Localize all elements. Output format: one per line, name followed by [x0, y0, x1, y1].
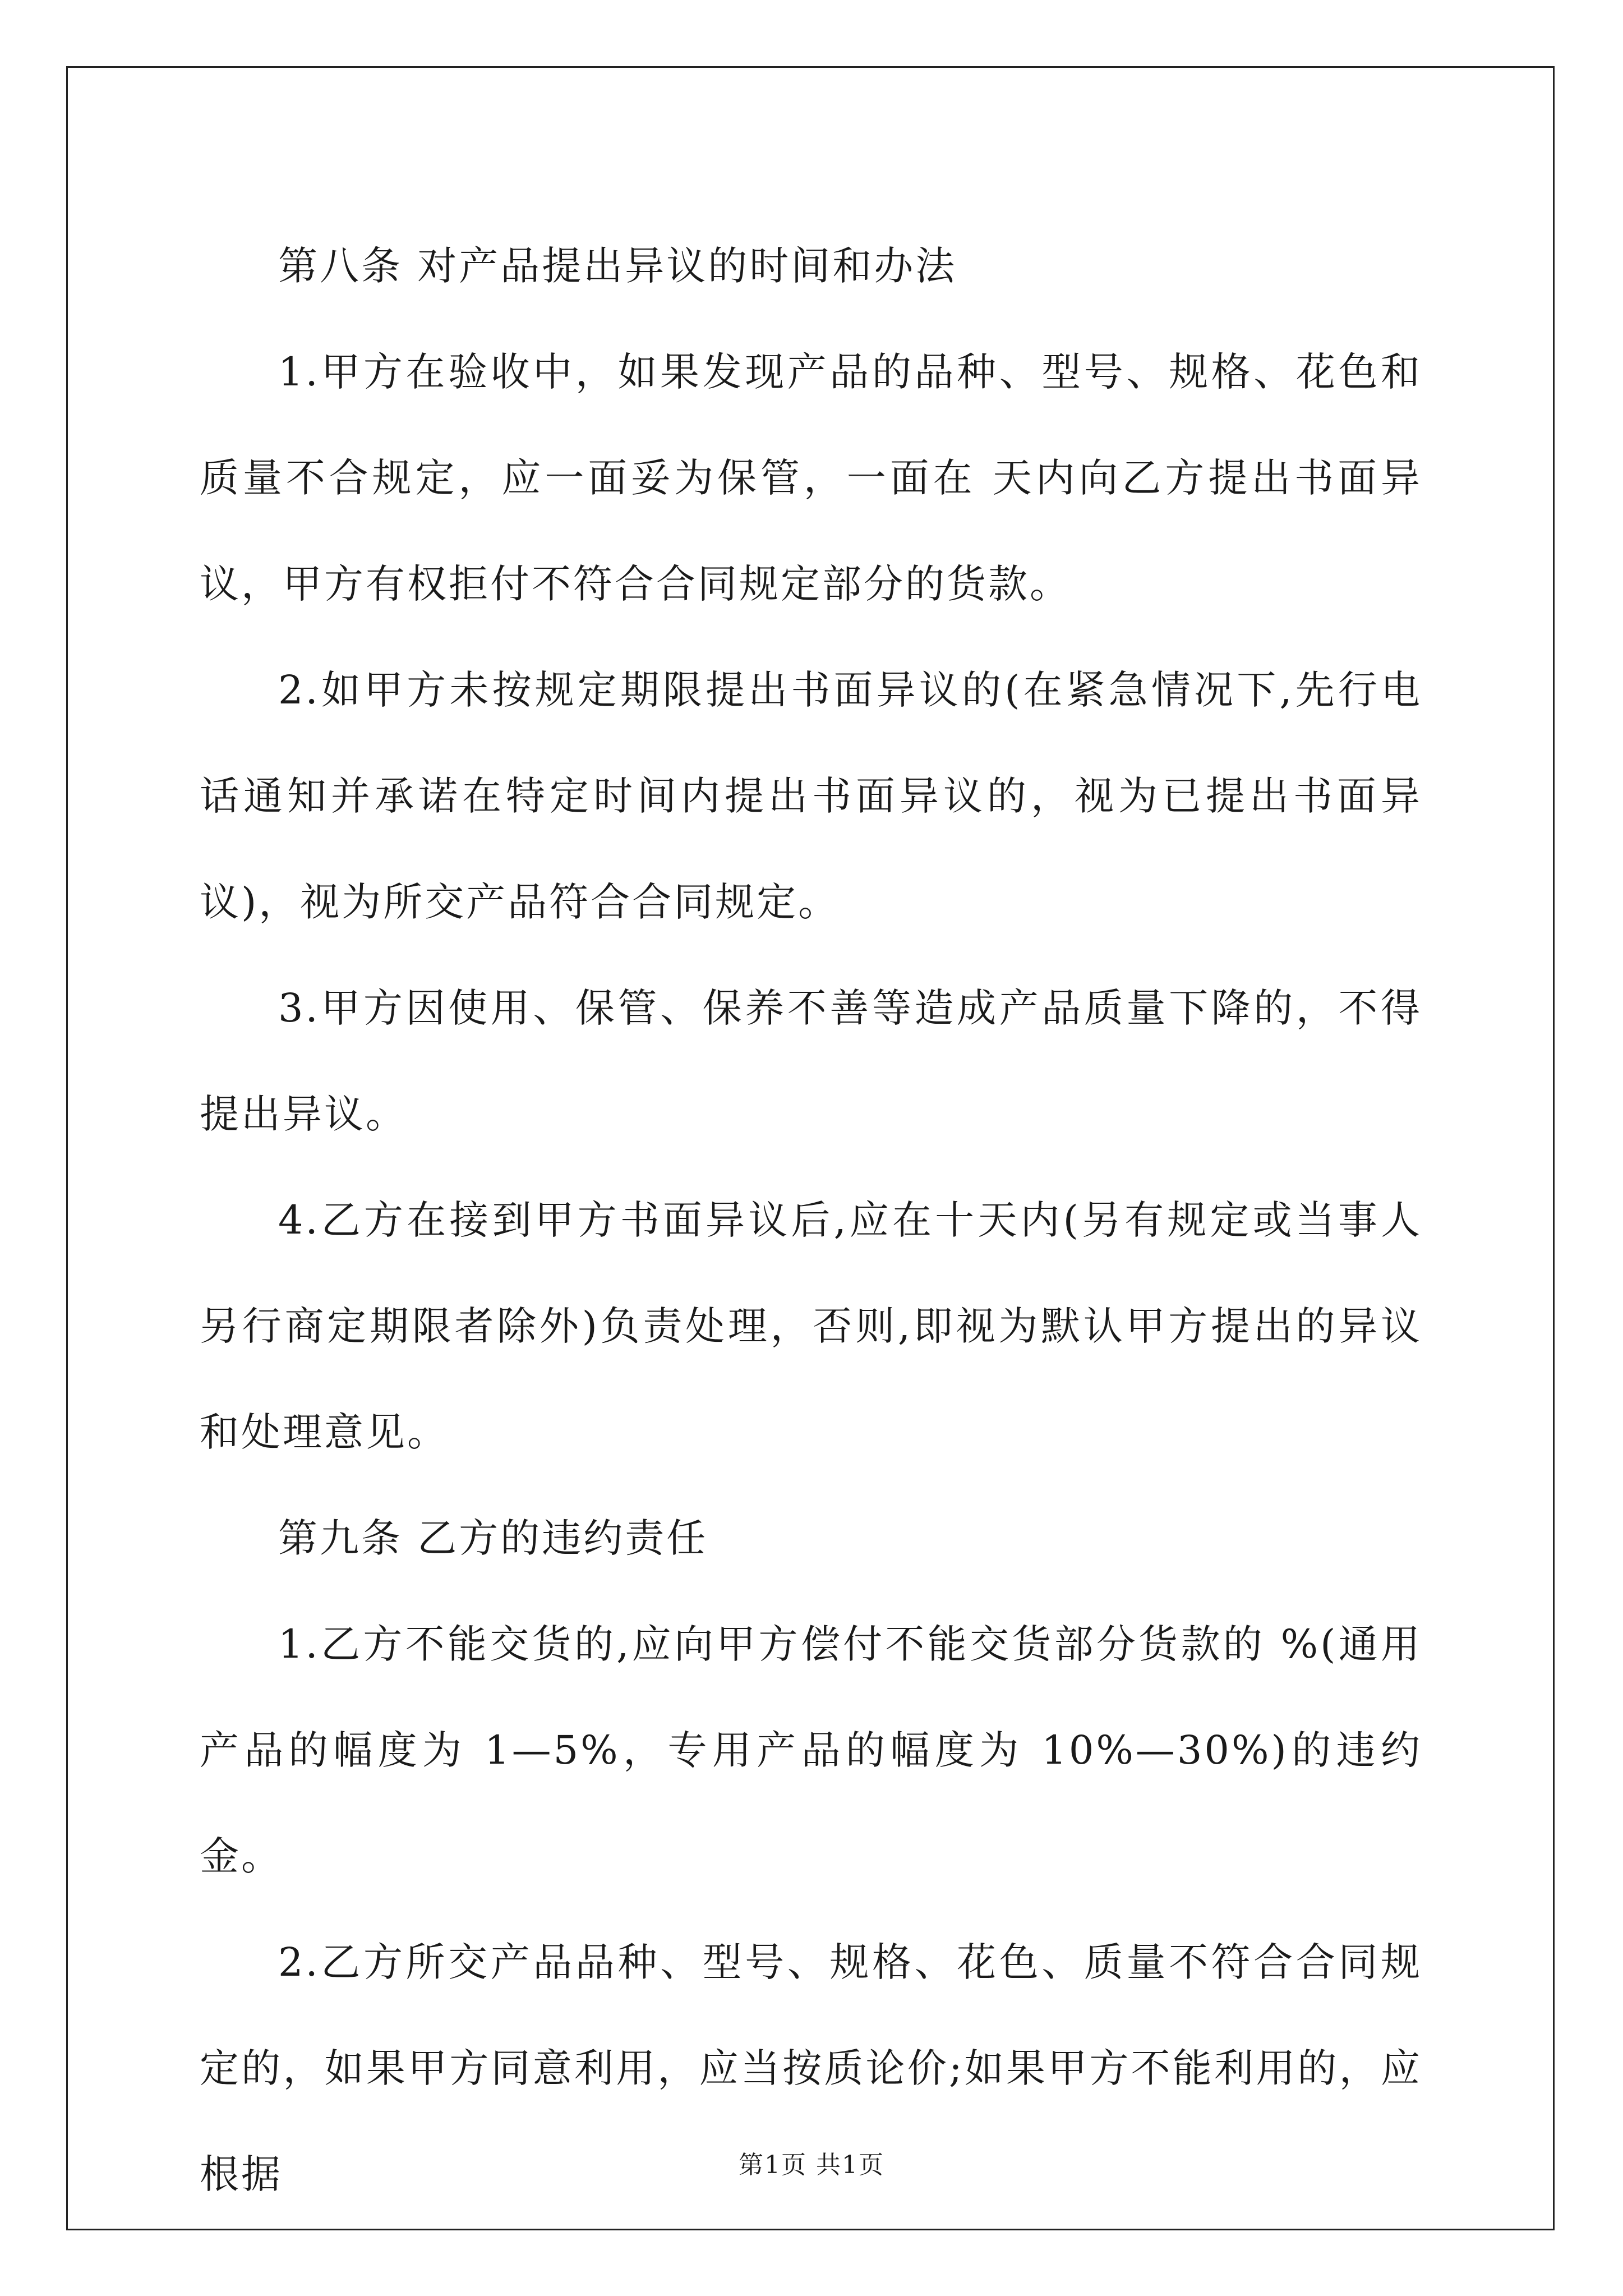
article-8-heading: 第八条 对产品提出异议的时间和办法: [278, 243, 957, 289]
article-9-clause-1: 1.乙方不能交货的,应向甲方偿付不能交货部分货款的 %(通用产品的幅度为 1—5%，专用产品的幅度为 10%—30%)的违约金。: [200, 1621, 1422, 1879]
page-footer: 第1页 共1页: [739, 2151, 884, 2179]
article-8-clause-4: 4.乙方在接到甲方书面异议后,应在十天内(另有规定或当事人另行商定期限者除外)负责处理，否则,即视为默认甲方提出的异议和处理意见。: [200, 1197, 1422, 1455]
document-body: [200, 213, 1422, 2228]
article-9-heading: 第九条 乙方的违约责任: [278, 1515, 708, 1561]
article-8-clause-2: 2.如甲方未按规定期限提出书面异议的(在紧急情况下,先行电话通知并承诺在特定时间内提出书面异议的，视为已提出书面异议)，视为所交产品符合合同规定。: [200, 667, 1422, 925]
article-9-clause-2: 2.乙方所交产品品种、型号、规格、花色、质量不符合合同规定的，如果甲方同意利用，应当按质论价;如果甲方不能利用的，应根据: [200, 1939, 1422, 2197]
article-8-clause-1: 1.甲方在验收中，如果发现产品的品种、型号、规格、花色和质量不合规定，应一面妥为保管，一面在 天内向乙方提出书面异议，甲方有权拒付不符合合同规定部分的货款。: [200, 349, 1422, 607]
article-8-clause-3: 3.甲方因使用、保管、保养不善等造成产品质量下降的，不得提出异议。: [200, 985, 1422, 1137]
